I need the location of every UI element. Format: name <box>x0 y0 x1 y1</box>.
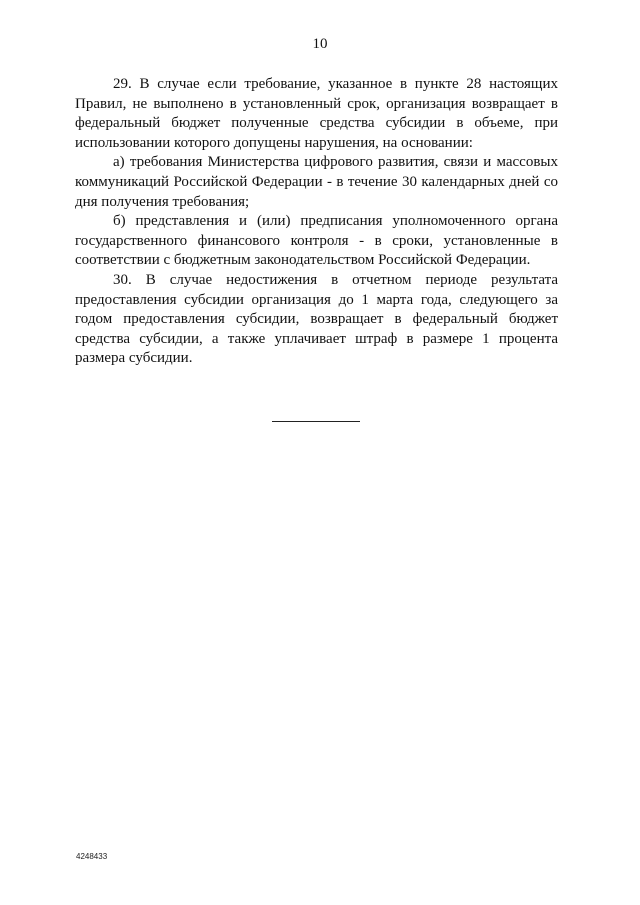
document-code: 4248433 <box>76 852 108 861</box>
page-number: 10 <box>312 36 328 52</box>
paragraph-29-item-b: б) представления и (или) предписания уполномоченного органа государственного финансового контроля - в сроки, установленные в соответствии с бюджетным законодательством Российской Федерации. <box>75 213 558 269</box>
end-divider-line <box>272 421 360 422</box>
paragraph-29-item-a: а) требования Министерства цифрового развития, связи и массовых коммуникаций Российской Федерации - в течение 30 календарных дней со дня получения требования; <box>75 154 558 210</box>
document-body <box>75 75 558 369</box>
paragraph-29: 29. В случае если требование, указанное в пункте 28 настоящих Правил, не выполнено в установленный срок, организация возвращает в федеральный бюджет полученные средства субсидии в объеме, при использовании которого допущены нарушения, на основании: <box>75 76 558 151</box>
paragraph-30: 30. В случае недостижения в отчетном периоде результата предоставления субсидии организация до 1 марта года, следующего за годом предоставления субсидии, возвращает в федеральный бюджет средства субсидии, а также уплачивает штраф в размере 1 процента размера субсидии. <box>75 271 558 367</box>
